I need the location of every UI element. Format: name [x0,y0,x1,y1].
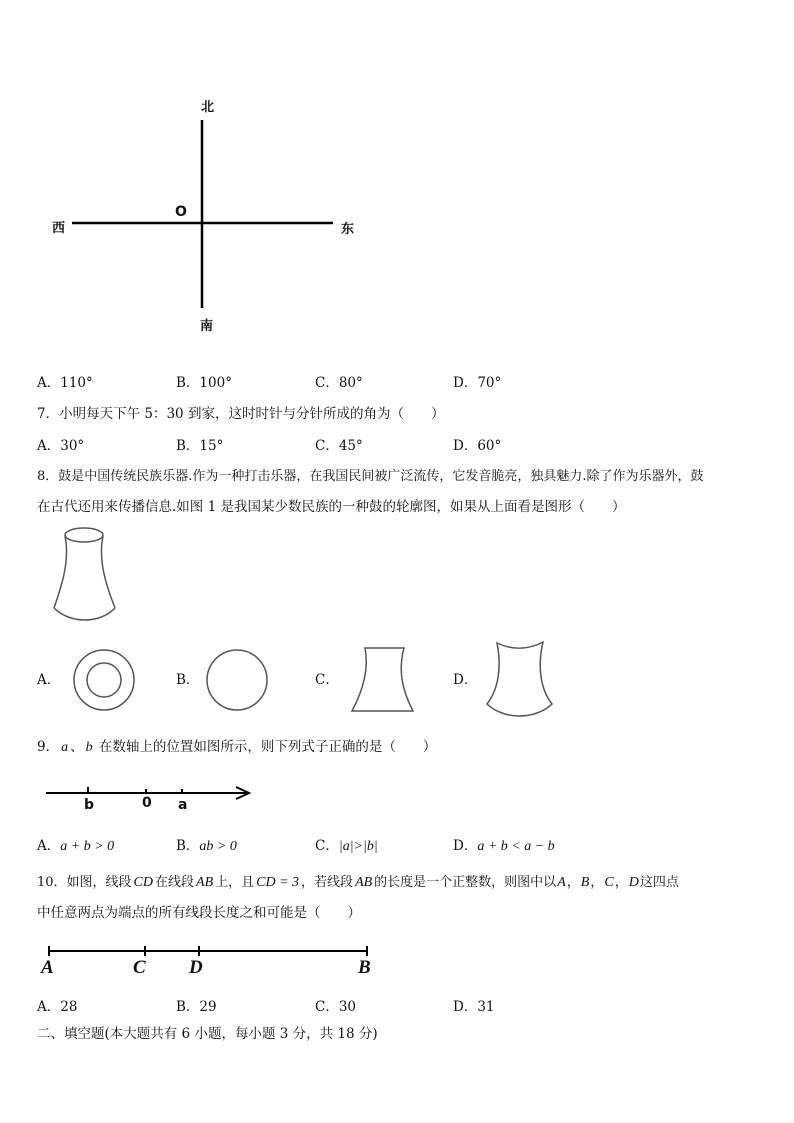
q9-option-d-expr: a + b < a − b [477,839,555,854]
q10-text-6: 这四点 [639,875,679,890]
segment-label-b: B [358,957,371,978]
q9-stem-prefix: 9． [37,739,60,755]
q9-option-a-expr: a + b > 0 [60,839,115,854]
q8-option-a-letter: A． [37,672,61,688]
section-2-heading: 二、填空题(本大题共有 6 小题，每小题 3 分，共 18 分) [37,1026,378,1042]
q7-option-b: B．15° [176,438,224,454]
q10-cd-eq: CD = 3 [256,875,300,890]
q8-stem-line1: 8．鼓是中国传统民族乐器.作为一种打击乐器，在我国民间被广泛流传，它发音脆亮，独具魅力.除了作为乐器外，鼓 [37,469,704,484]
compass-north-label: 北 [201,100,215,115]
q8-option-c-letter: C． [315,672,339,688]
q10-pt-b: B [580,875,590,890]
segment-label-d: D [189,957,203,978]
q8-stem-line2: 在古代还用来传播信息.如图 1 是我国某少数民族的一种鼓的轮廓图，如果从上面看是图形（ ） [37,499,626,515]
q10-comma-3: ， [614,875,628,890]
q10-pt-a: A [557,875,566,890]
number-line-label-a: a [178,797,188,813]
compass-east-label: 东 [341,222,355,237]
q9-option-b-letter: B． [176,838,200,854]
q10-text-2: 在线段 [155,875,195,890]
q10-option-a: A．28 [37,999,78,1015]
q9-option-b-expr: ab > 0 [199,839,237,854]
q10-text-3: 上，且 [215,875,255,890]
q10-option-b: B．29 [176,999,217,1015]
q6-option-c: C．80° [315,375,363,391]
q9-stem-suffix: 在数轴上的位置如图所示，则下列式子正确的是（ ） [94,739,437,755]
segment-label-a: A [41,957,54,978]
q10-stem-line2: 中任意两点为端点的所有线段长度之和可能是（ ） [37,905,361,921]
compass-origin-label: O [175,204,187,220]
q10-text-4: ，若线段 [301,875,354,890]
segment-label-c: C [133,957,146,978]
q7-option-a: A．30° [37,438,85,454]
number-line-label-b: b [84,797,95,813]
q10-comma-2: ， [590,875,604,890]
q10-text-5: 的长度是一个正整数，则图中以 [374,875,557,890]
q9-var-b: b [85,740,93,755]
q7-stem: 7．小明每天下午 5：30 到家，这时时针与分针所成的角为（ ） [37,406,445,422]
q6-option-a: A．110° [37,375,93,391]
q7-option-d: D．60° [453,438,502,454]
q9-var-a: a [61,740,69,755]
q10-comma-1: ， [566,875,580,890]
q10-option-c: C．30 [315,999,357,1015]
q9-option-d-letter: D． [453,838,478,854]
compass-south-label: 南 [200,319,214,334]
q10-pt-c: C [604,875,614,890]
q10-ab2: AB [355,875,373,890]
q9-sep: 、 [70,739,84,755]
q6-option-b: B．100° [176,375,232,391]
compass-west-label: 西 [52,221,66,236]
number-line-label-zero: 0 [142,795,152,811]
q10-option-d: D．31 [453,999,495,1015]
q8-option-d-letter: D． [453,672,478,688]
q8-option-b-letter: B． [176,672,200,688]
q7-option-c: C．45° [315,438,363,454]
q10-ab: AB [196,875,214,890]
q10-text-1: 10．如图，线段 [37,875,132,890]
q10-pt-d: D [628,875,639,890]
q9-option-a-letter: A． [37,838,61,854]
q9-option-c-expr: |a|>|b| [338,839,378,854]
q10-cd: CD [133,875,153,890]
q9-option-c-letter: C． [315,838,339,854]
q6-option-d: D．70° [453,375,502,391]
